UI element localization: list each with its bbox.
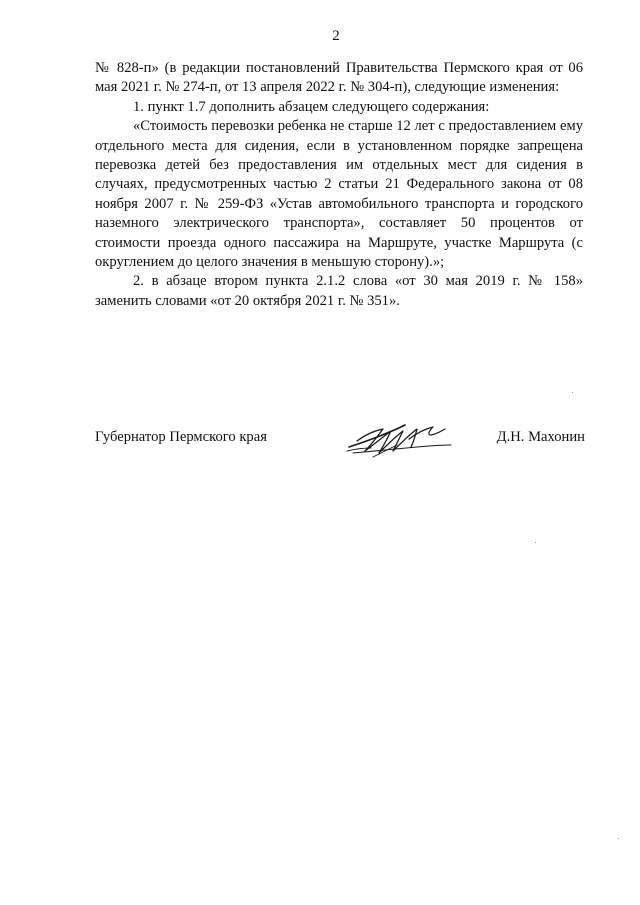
signatory-position: Губернатор Пермского края	[95, 429, 267, 445]
paragraph-intro: № 828-п» (в редакции постановлений Правительства Пермского края от 06 мая 2021 г. № 274-п, от 13 апреля 2022 г. № 304-п), следующие изменения:	[95, 60, 583, 96]
paragraph-item-2: 2. в абзаце втором пункта 2.1.2 слова «от 30 мая 2019 г. № 158» заменить словами «от 20 октября 2021 г. № 351».	[95, 273, 583, 309]
paragraph-item-1: 1. пункт 1.7 дополнить абзацем следующего содержания:	[133, 98, 490, 115]
signatory-name: Д.Н. Махонин	[496, 429, 585, 445]
scan-speck	[572, 392, 573, 393]
paragraph-quote: «Стоимость перевозки ребенка не старше 12 лет с предоставлением ему отдельного места для сидения, если в установленном порядке запрещена перевозка детей без предоставления им отдельных мест для сидения в случаях, предусмотренных частью 2 статьи 21 Федерального закона от 08 ноября 2007 г. № 259-ФЗ «Устав автомобильного транспорта и городского наземного электрического транспорта», составляет 50 процентов от стоимости проезда одного пассажира на Маршруте, участке Маршрута (с округлением до целого значения в меньшую сторону).»;	[95, 118, 583, 271]
scan-speck	[618, 838, 619, 839]
signature-block	[95, 425, 585, 465]
scan-speck	[535, 542, 536, 543]
page-number: 2	[332, 28, 340, 44]
handwritten-signature	[343, 417, 455, 461]
document-body	[95, 59, 583, 311]
